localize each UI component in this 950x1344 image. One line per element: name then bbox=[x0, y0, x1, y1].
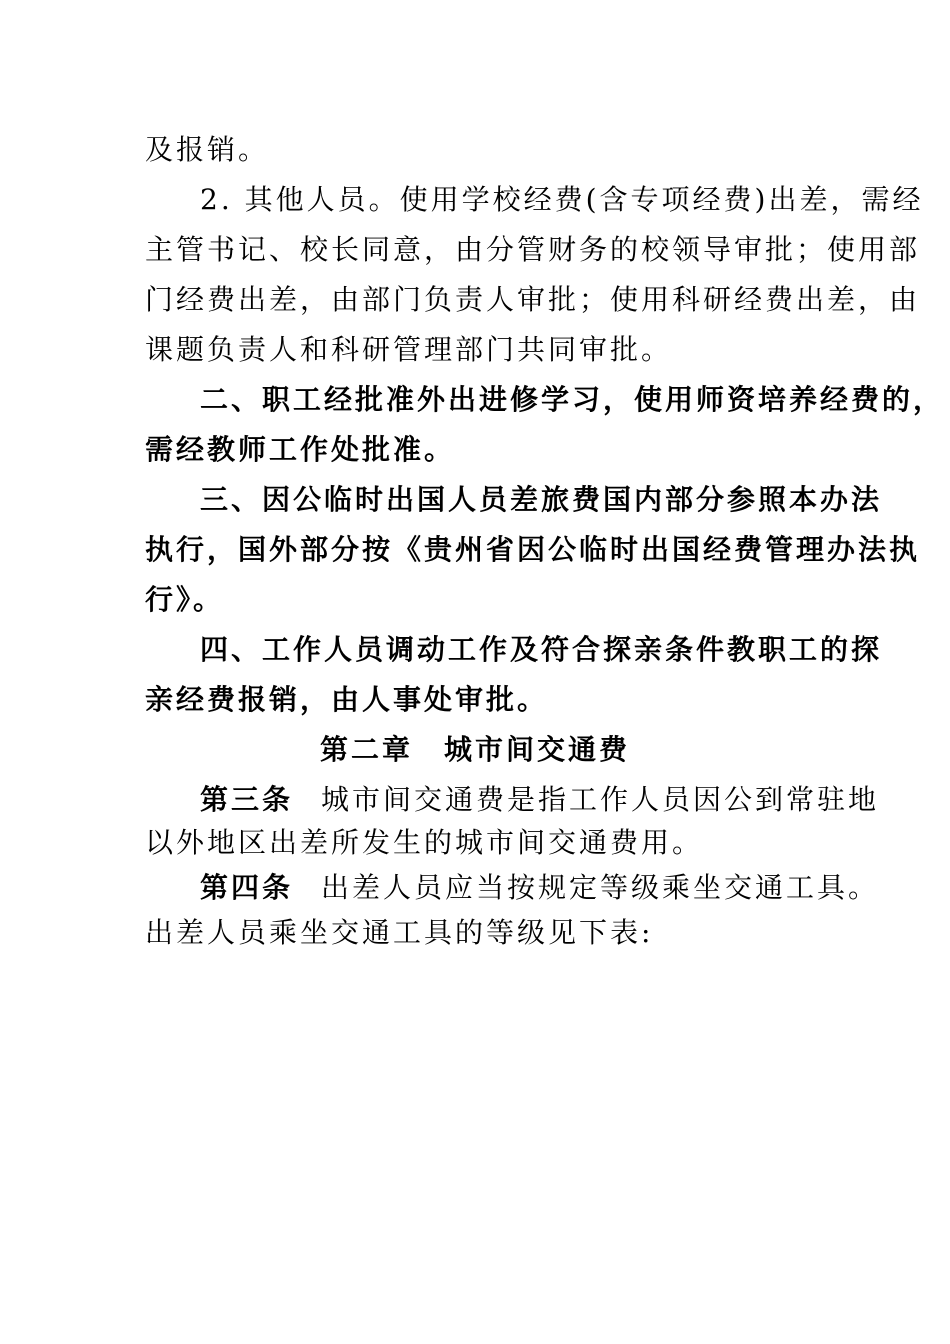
section-three-line: 行》。 bbox=[145, 583, 225, 616]
section-two-line: 二、职工经批准外出进修学习，使用师资培养经费的， bbox=[200, 383, 945, 416]
article-four-line: 出差人员乘坐交通工具的等级见下表: bbox=[145, 916, 654, 949]
article-three-label: 第三条 bbox=[200, 783, 294, 816]
section-three-line: 三、因公临时出国人员差旅费国内部分参照本办法 bbox=[200, 483, 883, 516]
paragraph-line: 主管书记、校长同意，由分管财务的校领导审批；使用部 bbox=[145, 233, 921, 266]
section-four-line: 亲经费报销，由人事处审批。 bbox=[145, 683, 549, 716]
chapter-title: 第二章 城市间交通费 bbox=[319, 733, 630, 766]
article-three-line bbox=[200, 780, 879, 820]
article-four-label: 第四条 bbox=[200, 871, 294, 904]
section-four-line: 四、工作人员调动工作及符合探亲条件教职工的探 bbox=[200, 633, 883, 666]
paragraph-line: 门经费出差，由部门负责人审批；使用科研经费出差，由 bbox=[145, 283, 921, 316]
article-four-text: 出差人员应当按规定等级乘坐交通工具。 bbox=[321, 871, 880, 904]
article-three-text: 城市间交通费是指工作人员因公到常驻地 bbox=[321, 783, 880, 816]
paragraph-line: 及报销。 bbox=[145, 133, 270, 166]
paragraph-line: 2. 其他人员。使用学校经费(含专项经费)出差，需经 bbox=[200, 183, 924, 216]
paragraph-line: 课题负责人和科研管理部门共同审批。 bbox=[145, 333, 673, 366]
section-three-line: 执行，国外部分按《贵州省因公临时出国经费管理办法执 bbox=[145, 533, 921, 566]
section-two-line: 需经教师工作处批准。 bbox=[145, 433, 456, 466]
article-four-line bbox=[200, 868, 879, 908]
article-three-line: 以外地区出差所发生的城市间交通费用。 bbox=[145, 826, 704, 859]
